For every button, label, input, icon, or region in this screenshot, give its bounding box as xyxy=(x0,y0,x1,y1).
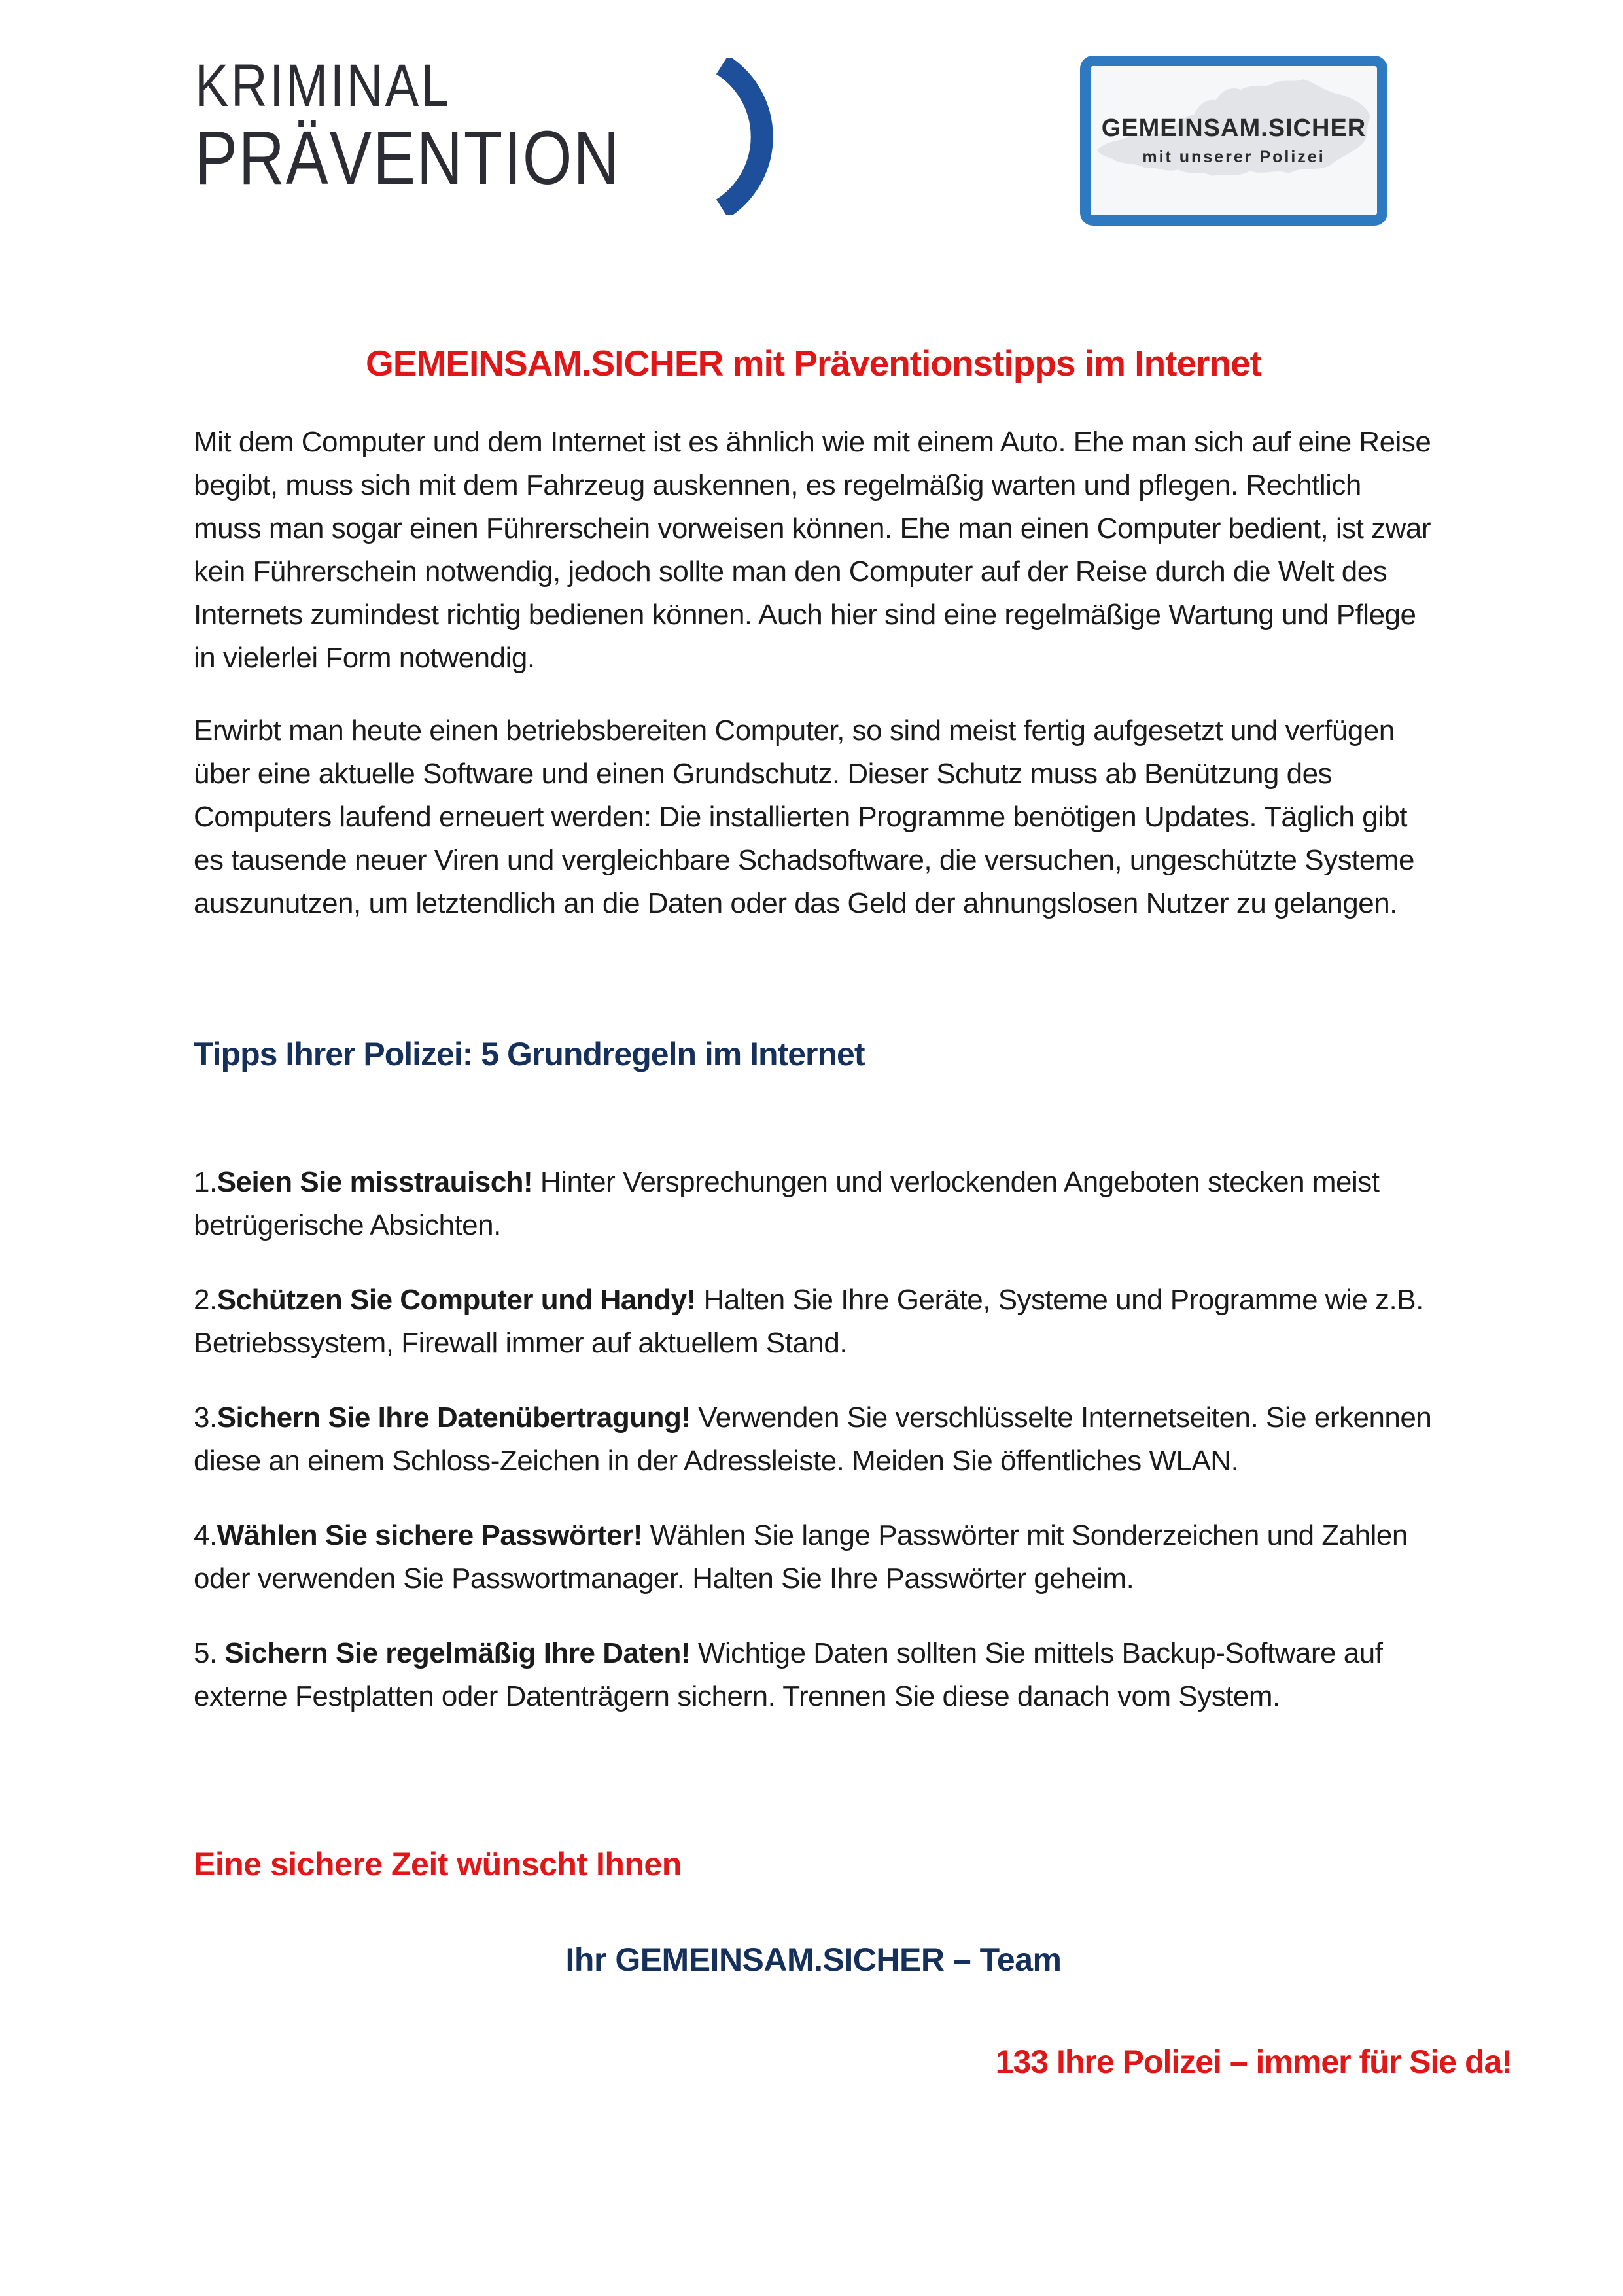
tip-1-lead: Seien Sie misstrauisch! xyxy=(217,1166,533,1198)
tip-3-text: Verwenden Sie verschlüsselte Internetseiten. Sie erkennen diese an einem Schloss-Zeichen in der Adressleiste. Meiden Sie öffentliches WLAN. xyxy=(194,1402,1432,1477)
tip-5-lead: Sichern Sie regelmäßig Ihre Daten! xyxy=(224,1637,691,1669)
document-title: GEMEINSAM.SICHER mit Präventionstipps im Internet xyxy=(366,343,1261,383)
page-header xyxy=(0,0,1623,226)
tip-3-number: 3. xyxy=(194,1402,217,1434)
tip-1-text: Hinter Versprechungen und verlockenden Angeboten stecken meist betrügerische Absichten. xyxy=(194,1166,1380,1241)
kriminalpraevention-logo xyxy=(195,52,773,215)
tip-3-lead: Sichern Sie Ihre Datenübertragung! xyxy=(217,1402,691,1434)
section-heading: Tipps Ihrer Polizei: 5 Grundregeln im Internet xyxy=(194,1036,865,1072)
logo-arc-icon xyxy=(710,58,773,215)
tip-4-text: Wählen Sie lange Passwörter mit Sonderzeichen und Zahlen oder verwenden Sie Passwortmanager. Halten Sie Ihre Passwörter geheim. xyxy=(194,1519,1408,1595)
closing-line: Eine sichere Zeit wünscht Ihnen xyxy=(194,1846,682,1882)
tip-1-number: 1. xyxy=(194,1166,217,1198)
badge-subtitle: mit unserer Polizei xyxy=(1142,148,1325,166)
badge-title: GEMEINSAM.SICHER xyxy=(1101,115,1367,142)
team-line: Ihr GEMEINSAM.SICHER – Team xyxy=(565,1941,1062,1978)
tip-5-number: 5. xyxy=(194,1637,225,1669)
tip-2-lead: Schützen Sie Computer und Handy! xyxy=(217,1284,696,1316)
tip-2-text: Halten Sie Ihre Geräte, Systeme und Programme wie z.B. Betriebssystem, Firewall immer auf aktuellem Stand. xyxy=(194,1284,1423,1359)
footer-line: 133 Ihre Polizei – immer für Sie da! xyxy=(995,2043,1512,2080)
tip-4-lead: Wählen Sie sichere Passwörter! xyxy=(217,1519,642,1551)
intro-paragraph-1: Mit dem Computer und dem Internet ist es ähnlich wie mit einem Auto. Ehe man sich auf eine Reise begibt, muss sich mit dem Fahrzeug auskennen, es regelmäßig warten und pflegen. Rechtlich muss man sogar einen Führerschein vorweisen können. Ehe man einen Computer bedient, ist zwar kein Führerschein notwendig, jedoch sollte man den Computer auf der Reise durch die Welt des Internets zumindest richtig bedienen können. Auch hier sind eine regelmäßige Wartung und Pflege in vielerlei Form notwendig. xyxy=(194,426,1431,674)
logo-text xyxy=(195,52,701,200)
logo-line2: PRÄVENTION xyxy=(195,115,621,200)
tip-item-4 xyxy=(194,1514,1433,1600)
tip-5-text: Wichtige Daten sollten Sie mittels Backup-Software auf externe Festplatten oder Datenträgern sichern. Trennen Sie diese danach vom System. xyxy=(194,1637,1383,1712)
tip-2-number: 2. xyxy=(194,1284,217,1316)
logo-line1: KRIMINAL xyxy=(195,52,451,119)
intro-paragraph-2: Erwirbt man heute einen betriebsbereiten Computer, so sind meist fertig aufgesetzt und verfügen über eine aktuelle Software und einen Grundschutz. Dieser Schutz muss ab Benützung des Computers laufend erneuert werden: Die installierten Programme benötigen Updates. Täglich gibt es tausende neuer Viren und vergleichbare Schadsoftware, die versuchen, ungeschützte Systeme auszunutzen, um letztendlich an die Daten oder das Geld der ahnungslosen Nutzer zu gelangen. xyxy=(194,715,1414,919)
tip-item-1 xyxy=(194,1161,1433,1247)
tip-item-5 xyxy=(194,1632,1433,1718)
gemeinsam-sicher-badge xyxy=(1080,56,1387,226)
tip-item-3 xyxy=(194,1396,1433,1483)
document-body xyxy=(0,342,1623,1979)
tip-4-number: 4. xyxy=(194,1519,217,1551)
tip-item-2 xyxy=(194,1279,1433,1365)
